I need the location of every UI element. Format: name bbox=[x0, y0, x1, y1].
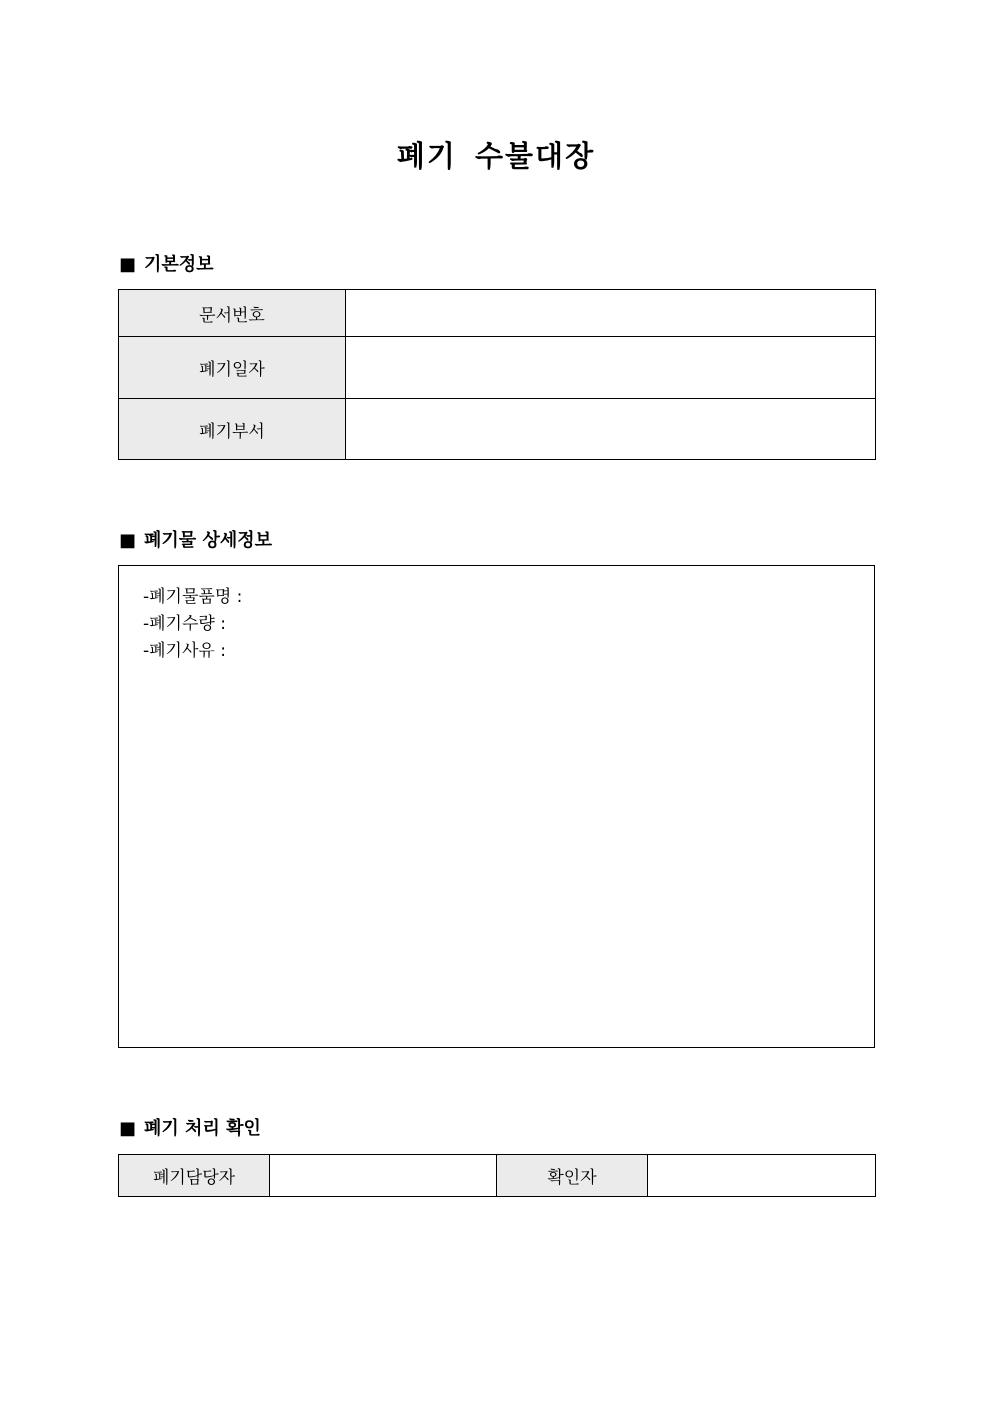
document-number-label: 문서번호 bbox=[119, 290, 346, 337]
section-heading-disposal-confirm bbox=[119, 1117, 261, 1141]
section-heading-label: 폐기 처리 확인 bbox=[144, 1118, 261, 1139]
page-title: 폐기 수불대장 bbox=[396, 139, 596, 173]
disposal-confirm-table bbox=[118, 1154, 876, 1197]
section-heading-basic-info bbox=[119, 253, 214, 277]
section-heading-label: 폐기물 상세정보 bbox=[144, 530, 272, 551]
confirmer-field[interactable] bbox=[648, 1155, 876, 1197]
square-bullet-icon: ■ bbox=[119, 254, 137, 275]
waste-reason-line: -폐기사유 : bbox=[143, 641, 226, 661]
square-bullet-icon: ■ bbox=[119, 530, 137, 551]
waste-detail-box[interactable] bbox=[118, 565, 875, 1048]
disposal-manager-label: 폐기담당자 bbox=[119, 1155, 270, 1197]
basic-info-table bbox=[118, 289, 876, 460]
square-bullet-icon: ■ bbox=[119, 1118, 137, 1139]
disposal-date-label: 폐기일자 bbox=[119, 337, 346, 399]
confirmer-label: 확인자 bbox=[497, 1155, 648, 1197]
waste-quantity-line: -폐기수량 : bbox=[143, 614, 226, 634]
disposal-department-label: 폐기부서 bbox=[119, 399, 346, 460]
waste-detail-lines bbox=[143, 584, 242, 665]
waste-item-name-line: -폐기물품명 : bbox=[143, 587, 243, 607]
section-heading-label: 기본정보 bbox=[144, 254, 214, 275]
disposal-manager-field[interactable] bbox=[270, 1155, 497, 1197]
disposal-date-field[interactable] bbox=[346, 337, 876, 399]
table-row bbox=[119, 399, 876, 460]
table-row bbox=[119, 1155, 876, 1197]
disposal-department-field[interactable] bbox=[346, 399, 876, 460]
section-heading-waste-detail bbox=[119, 529, 272, 553]
document-number-field[interactable] bbox=[346, 290, 876, 337]
table-row bbox=[119, 290, 876, 337]
table-row bbox=[119, 337, 876, 399]
